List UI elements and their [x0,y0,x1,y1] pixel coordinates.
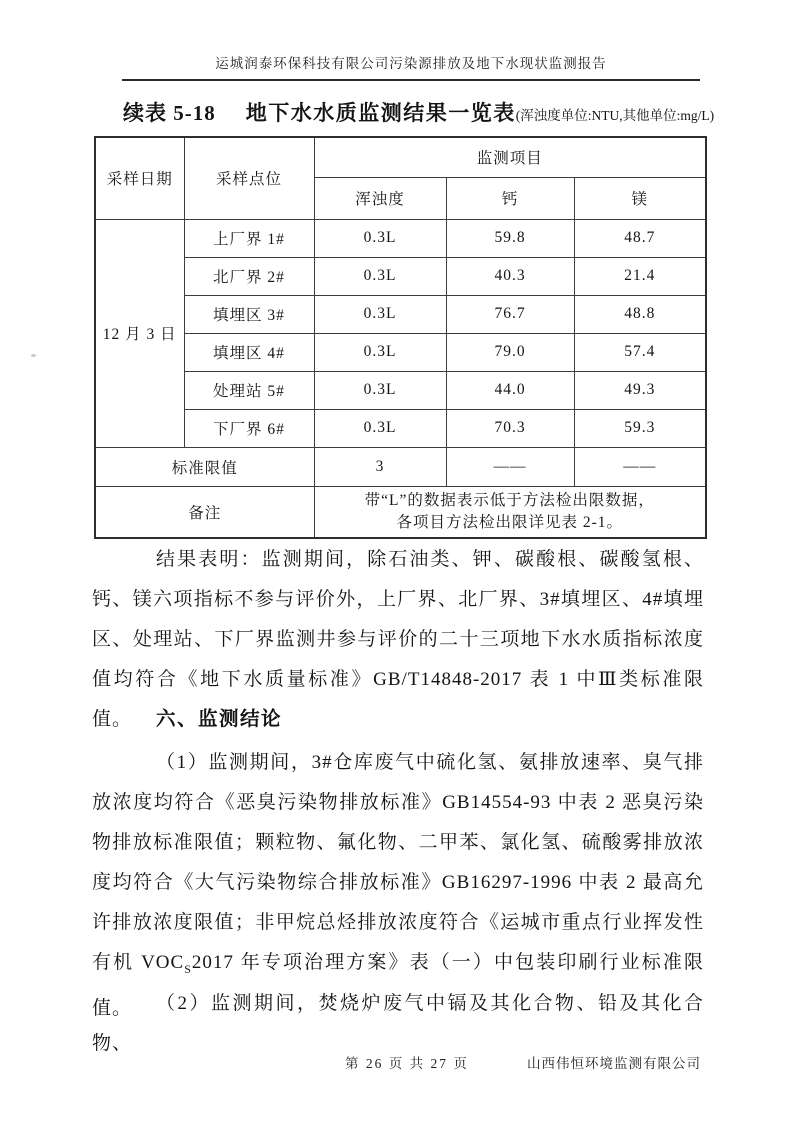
point-cell: 北厂界 2# [184,257,314,295]
section-heading-conclusion: 六、监测结论 [156,709,283,730]
table-row [95,409,706,447]
turbidity-cell: 0.3L [314,333,446,371]
point-cell: 下厂界 6# [184,409,314,447]
running-header-text: 运城润泰环保科技有限公司污染源排放及地下水现状监测报告 [215,56,607,71]
table-row [95,295,706,333]
remark-row [95,486,706,538]
magnesium-cell: 57.4 [574,333,706,371]
magnesium-cell: 49.3 [574,371,706,409]
remark-content-cell [314,486,706,538]
calcium-cell: 70.3 [446,409,574,447]
magnesium-cell: 21.4 [574,257,706,295]
monitoring-results-table [94,136,707,539]
point-cell: 填埋区 3# [184,295,314,333]
remark-label-cell: 备注 [95,486,314,538]
header-monitor-items: 监测项目 [314,137,706,177]
point-cell: 处理站 5# [184,371,314,409]
remark-line-1: 带“L”的数据表示低于方法检出限数据， [364,491,655,509]
calcium-cell: 44.0 [446,371,574,409]
table-unit-note: (浑浊度单位:NTU,其他单位:mg/L) [515,108,715,123]
magnesium-cell: 48.8 [574,295,706,333]
scan-artifact-dot [31,354,36,357]
table-number: 续表 5-18 [123,101,216,125]
remark-line-2: 各项目方法检出限详见表 2-1。 [396,513,624,531]
point-cell: 填埋区 4# [184,333,314,371]
running-header [122,52,700,81]
table-title: 地下水水质监测结果一览表 [245,101,516,125]
limit-label-cell: 标准限值 [95,447,314,486]
limit-calcium-cell: —— [446,447,574,486]
turbidity-cell: 0.3L [314,219,446,257]
magnesium-cell: 48.7 [574,219,706,257]
turbidity-cell: 0.3L [314,295,446,333]
conclusion-paragraph-1-text: （1）监测期间，3#仓库废气中硫化氢、氨排放速率、臭气排放浓度均符合《恶臭污染物排放标准》GB14554-93 中表 2 恶臭污染物排放标准限值；颗粒物、氟化物、二甲苯、氯化氢、硫酸雾排放浓度均符合《大气污染物综合排放标准》GB16297-1996 中表 2 最高允许排放浓度限值；非甲烷总烃排放浓度符合《运城市重点行业挥发性有机 VOC [92,752,704,973]
limit-turbidity-cell: 3 [314,447,446,486]
table-header-row-1 [95,137,706,177]
calcium-cell: 76.7 [446,295,574,333]
sample-date-cell: 12 月 3 日 [95,219,184,447]
conclusion-paragraph-2: （2）监测期间，焚烧炉废气中镉及其化合物、铅及其化合物、 [92,993,704,1054]
header-sample-date: 采样日期 [95,137,184,219]
header-magnesium: 镁 [574,177,706,219]
table-row [95,219,706,257]
turbidity-cell: 0.3L [314,257,446,295]
page-number: 第 26 页 共 27 页 [345,1056,469,1071]
point-cell: 上厂界 1# [184,219,314,257]
header-calcium: 钙 [446,177,574,219]
result-summary-paragraph: 结果表明：监测期间，除石油类、钾、碳酸根、碳酸氢根、钙、镁六项指标不参与评价外，上厂界、北厂界、3#填埋区、4#填埋区、处理站、下厂界监测井参与评价的二十三项地下水水质指标浓度值均符合《地下水质量标准》GB/T14848-2017 表 1 中Ⅲ类标准限值。 [92,549,704,730]
calcium-cell: 79.0 [446,333,574,371]
turbidity-cell: 0.3L [314,371,446,409]
header-sample-point: 采样点位 [184,137,314,219]
table-row [95,257,706,295]
footer-company-name: 山西伟恒环境监测有限公司 [527,1056,701,1071]
header-turbidity: 浑浊度 [314,177,446,219]
standard-limit-row [95,447,706,486]
conclusion-paragraph-1-text-cont: 2017 年专项治理方案》表（一）中包装印刷行业标准限值。 [92,952,704,1019]
calcium-cell: 40.3 [446,257,574,295]
magnesium-cell: 59.3 [574,409,706,447]
vocs-subscript: S [184,961,192,976]
turbidity-cell: 0.3L [314,409,446,447]
table-row [95,371,706,409]
limit-magnesium-cell: —— [574,447,706,486]
calcium-cell: 59.8 [446,219,574,257]
page-footer [0,1052,800,1072]
table-caption [123,97,723,127]
table-row [95,333,706,371]
